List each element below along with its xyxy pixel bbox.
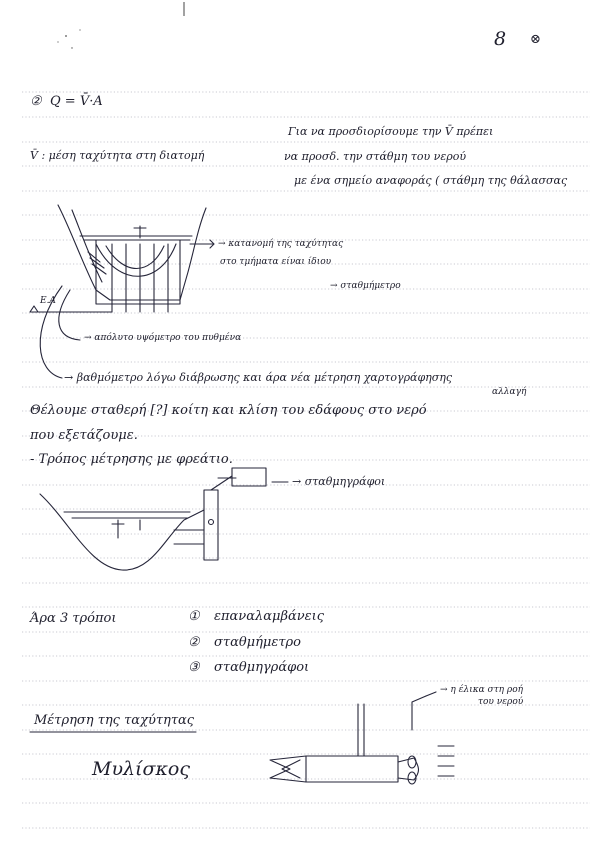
diagram1-arrow-label-2: στο τμήματα είναι ίδιου [220, 257, 332, 267]
paragraph-line-3: - Τρόπος μέτρησης με φρεάτιο. [30, 452, 233, 467]
note-line-2: να προσδ. την στάθμη του νερού [284, 150, 467, 163]
device-name: Μυλίσκος [92, 758, 191, 780]
method-1-text: επαναλαμβάνεις [214, 609, 324, 624]
diagram1-arrow-label: → κατανομή της ταχύτητας [218, 239, 344, 249]
method-1-number: ① [188, 609, 200, 624]
paragraph-line-1: Θέλουμε σταθερή [?] κοίτη και κλίση του εδάφους στο νερό [30, 403, 427, 418]
page-mark: ⊗ [530, 32, 541, 47]
bottom-note-2: → βαθμόμετρο λόγω διάβρωσης και άρα νέα μέτρηση χαρτογράφησης [64, 371, 453, 384]
diagram1-arrow-label-3: → σταθμήμετρο [330, 281, 401, 291]
method-2-text: σταθμήμετρο [214, 635, 301, 650]
formula-number: ② [30, 94, 42, 109]
paragraph-line-2: που εξετάζουμε. [30, 428, 138, 443]
method-2-number: ② [188, 635, 200, 650]
bottom-note-2b: αλλαγή [492, 387, 527, 397]
method-3-number: ③ [188, 660, 200, 675]
note-line-3: με ένα σημείο αναφοράς ( στάθμη της θάλασσας [294, 174, 568, 187]
velocity-arrow-note-2: του νερού [478, 697, 524, 707]
bottom-note-1: → απόλυτο υψόμετρο του πυθμένα [84, 333, 242, 343]
diagram2-arrow-label: → σταθμηγράφοι [292, 475, 386, 488]
note-line-1: Για να προσδιορίσουμε την V̄ πρέπει [288, 125, 494, 138]
page-number: 8 [494, 28, 507, 50]
method-3-text: σταθμηγράφοι [214, 660, 310, 675]
formula-expression: Q = V̄·A [50, 94, 103, 109]
ea-label: E.A [40, 296, 56, 306]
velocity-heading: Μέτρηση της ταχύτητας [34, 713, 195, 728]
methods-intro: Άρα 3 τρόποι [30, 611, 117, 626]
definition-text: V̄ : μέση ταχύτητα στη διατομή [30, 149, 205, 162]
velocity-arrow-note-1: → η έλικα στη ροή [440, 685, 524, 695]
